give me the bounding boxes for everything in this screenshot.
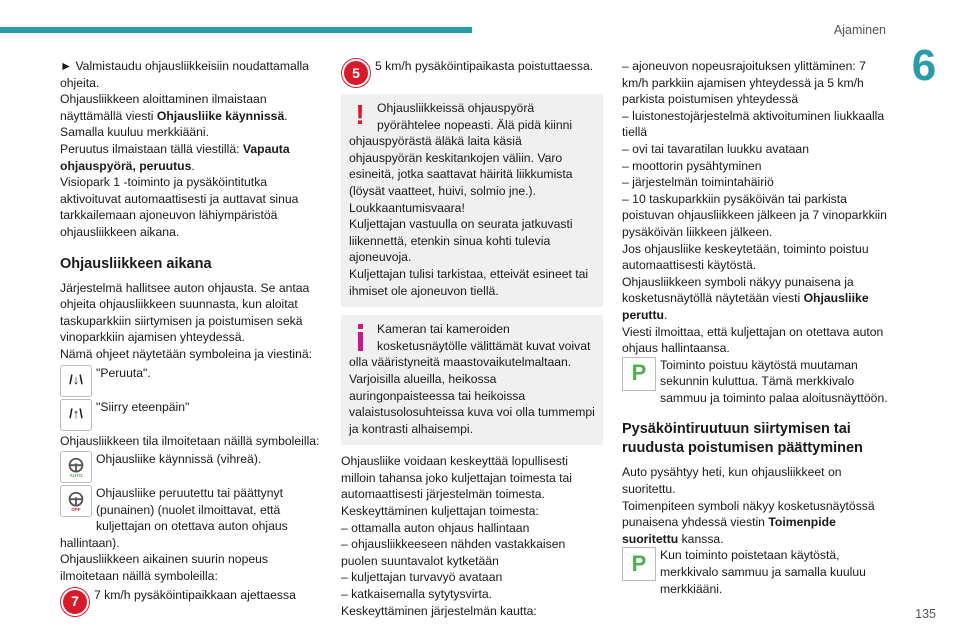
info-text: Kameran tai kameroiden kosketusnäytölle välittämät kuvat voivat olla vääristyneitä maastovaikutelmaltaan. Varjoisilla alueilla, heikossa auringonpaisteessa tai heikoissa valaistusolosuhteissa kuva voi olla tummempi ja kontrasti alhaisempi.: [349, 322, 595, 436]
column-1: [60, 58, 322, 619]
speed-5-icon: [341, 58, 371, 88]
page-number: 135: [915, 607, 936, 621]
intro-paragraph: [60, 91, 322, 124]
symbol-text: "Peruuta".: [96, 365, 151, 380]
speed-number: 7: [61, 588, 89, 616]
message-text: Toimenpide suoritettu: [622, 515, 836, 546]
list-item: – ovi tai tavaratilan luukku avataan: [622, 141, 809, 156]
symbol-text: Ohjausliike käynnissä (vihreä).: [96, 452, 262, 467]
speed-7-icon: [60, 587, 90, 617]
state-row-active: [60, 451, 322, 483]
paragraph: Viesti ilmoittaa, että kuljettajan on otettava auton ohjaus hallintaansa.: [622, 324, 884, 356]
symbol-text: Kun toiminto poistetaan käytöstä, merkkivalo sammuu ja samalla kuuluu merkkiääni.: [660, 548, 866, 596]
symbol-text: 5 km/h pysäköintipaikasta poistuttaessa.: [375, 59, 594, 73]
parking-icon: P: [622, 357, 656, 391]
paragraph: Ohjausliikkeen tila ilmoitetaan näillä symboleilla:: [60, 433, 320, 448]
p-symbol-row: [622, 357, 890, 407]
message-text: Vapauta ohjauspyörä, peruutus: [60, 141, 290, 173]
text: Ohjausliikkeen aloittaminen ilmaistaan näyttämällä viesti: [60, 92, 267, 123]
list-item: – luistonestojärjestelmä aktivoituminen liukkaalla tiellä: [622, 108, 885, 140]
reverse-arrow-icon: /↓\: [60, 365, 92, 397]
paragraph: Ohjausliike voidaan keskeyttää lopullisesti milloin tahansa joko kuljettajan toimesta tai automaattisesti järjestelmän toimesta.: [341, 454, 573, 502]
section-title: Ajaminen: [833, 23, 886, 37]
paragraph: [622, 498, 890, 548]
list-item: – katkaisemalla sytytysvirta.: [341, 587, 493, 602]
header-accent-bar: [0, 27, 472, 33]
list-item: – kuljettajan turvavyö avataan: [341, 570, 503, 585]
intro-step: ► Valmistaudu ohjausliikkeisiin noudattamalla ohjeita.: [60, 59, 309, 90]
message-text: Ohjausliike käynnissä: [156, 108, 285, 123]
text: Ohjausliikkeen symboli näkyy punaisena ja kosketusnäytöllä näytetään viesti: [622, 274, 854, 306]
paragraph: Nämä ohjeet näytetään symboleina ja viestinä:: [60, 346, 313, 361]
list-item: – moottorin pysähtyminen: [622, 158, 762, 173]
symbol-row-reverse: [60, 365, 322, 397]
warning-text: Kuljettajan tulisi tarkistaa, etteivät esineet tai ihmiset ole ajoneuvon tiellä.: [349, 266, 589, 298]
info-icon: [349, 321, 371, 351]
list-item: – ohjausliikkeeseen nähden vastakkaisen puolen suuntavalot kytketään: [341, 537, 566, 568]
paragraph: Jos ohjausliike keskeytetään, toiminto poistuu automaattisesti käytöstä.: [622, 241, 869, 273]
speed-number: 5: [342, 59, 370, 87]
list-item: – ajoneuvon nopeusrajoituksen ylittäminen: 7 km/h parkkiin ajamisen yhteydessä ja 5 km/h parkista poistumisen yhteydessä: [622, 59, 866, 107]
speed-row-5: [341, 58, 603, 88]
intro-cancel: [60, 141, 322, 174]
symbol-text: "Siirry eteenpäin": [96, 399, 190, 414]
paragraph: Keskeyttäminen kuljettajan toimesta:: [341, 504, 539, 519]
text: kanssa.: [678, 531, 724, 546]
warning-note: [341, 94, 603, 307]
chapter-number: 6: [911, 41, 937, 90]
section-heading: Pysäköintiruutuun siirtymisen tai ruudusta poistumisen päättyminen: [622, 421, 863, 457]
paragraph: Ohjausliikkeen aikainen suurin nopeus ilmoitetaan näillä symboleilla:: [60, 552, 268, 584]
intro-visiopark: Visiopark 1 -toiminto ja pysäköintitutka aktivoituvat automaattisesti ja auttavat sinua tarkkailemaan ajoneuvon lähiympäristöä ohjausliikkeen aikana.: [60, 175, 299, 239]
steering-wheel-icon: [65, 456, 87, 478]
p-symbol-row: [622, 547, 890, 597]
parking-icon: P: [622, 547, 656, 581]
text: .: [663, 307, 668, 322]
list-item: – 10 taskuparkkiin pysäköivän tai parkista poistuvan ohjausliikkeen jälkeen ja 7 vinoparkkiin pysäköivän liikkeen jälkeen.: [622, 191, 887, 239]
message-text: Ohjausliike peruttu: [622, 291, 869, 322]
symbol-text: 7 km/h pysäköintipaikkaan ajettaessa: [94, 587, 296, 602]
symbol-text: Toiminto poistuu käytöstä muutaman sekunnin kuluttua. Tämä merkkivalo sammuu ja toiminto palaa aloitusnäyttöön.: [660, 357, 888, 405]
state-row-cancelled: [60, 485, 322, 551]
list-item: – järjestelmän toimintahäiriö: [622, 175, 774, 190]
paragraph: Keskeyttäminen järjestelmän kautta:: [341, 603, 537, 618]
column-3: [622, 58, 890, 597]
warning-text: Kuljettajan vastuulla on seurata jatkuvasti liikennettä, etenkin sinua kohti tulevia ajoneuvoja.: [349, 217, 573, 265]
text: Toimenpiteen symboli näkyy kosketusnäytössä punaisena yhdessä viestin: [622, 498, 875, 530]
paragraph: Järjestelmä hallitsee auton ohjausta. Se antaa ohjeita ohjausliikkeen suunnasta, kun aloitat taskuparkkiin siirtymisen ja poistumisen sekä vinoparkkiin ajamisen yhteydessä.: [60, 280, 310, 345]
warning-text: Ohjausliikkeissä ohjauspyörä pyörähtelee nopeasti. Älä pidä kiinni ohjauspyörästä äläkä laita käsiä ohjauspyörän keskitankojen väliin. Varo esineitä, jotka saattavat häiritä liikkumista (löysät vaatteet, huivi, solmio jne.). Loukkaantumisvaara!: [349, 101, 573, 215]
auto-label: AUTO: [69, 473, 83, 479]
symbol-row-forward: [60, 399, 322, 431]
steering-auto-icon: [60, 451, 92, 483]
column-2: [341, 58, 603, 619]
text: Peruutus ilmaistaan tällä viestillä:: [60, 141, 243, 156]
text: .: [284, 108, 288, 123]
paragraph: [622, 274, 890, 324]
text: .: [191, 158, 195, 173]
intro-sound: Samalla kuuluu merkkiääni.: [60, 125, 210, 140]
list-item: – ottamalla auton ohjaus hallintaan: [341, 520, 530, 535]
section-heading: Ohjausliikkeen aikana: [60, 255, 212, 272]
steering-wheel-icon: [65, 490, 87, 512]
paragraph: Auto pysähtyy heti, kun ohjausliikkeet on suoritettu.: [622, 465, 842, 497]
speed-row-7: [60, 587, 322, 617]
symbol-text: Ohjausliike peruutettu tai päättynyt (punainen) (nuolet ilmoittavat, että kuljettajan on otettava auton ohjaus hallintaan).: [60, 486, 288, 550]
warning-icon: !: [355, 99, 365, 130]
info-note: [341, 315, 603, 445]
off-label: OFF: [71, 507, 81, 513]
steering-off-icon: [60, 485, 92, 517]
forward-arrow-icon: /↑\: [60, 399, 92, 431]
